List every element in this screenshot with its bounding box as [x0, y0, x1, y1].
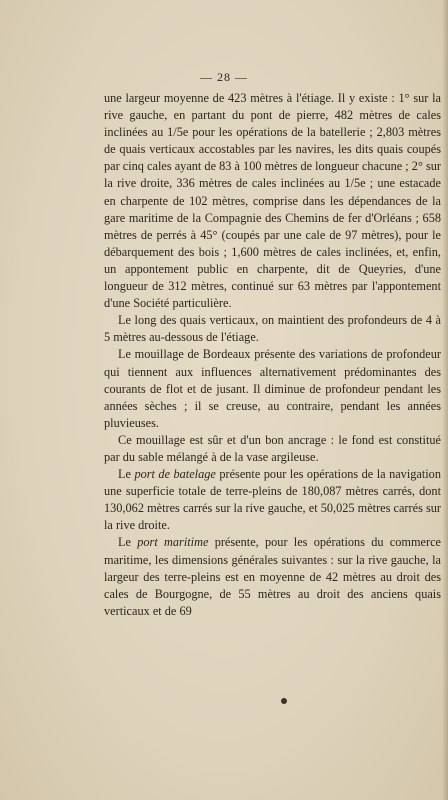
ink-dot: [281, 698, 287, 704]
paragraph-3: Le mouillage de Bordeaux présente des variations de profondeur qui tiennent aux influences alternativement prédominantes des courants de flot et de jusant. Il diminue de profondeur pendant les années sèches ; il se creuse, au contraire, pendant les années pluvieuses.: [104, 347, 441, 430]
paragraph-6: [104, 534, 441, 619]
paragraph-6-term: port maritime: [137, 535, 209, 550]
paragraph-6-lead: Le: [118, 535, 138, 550]
body-text: [104, 90, 441, 620]
paragraph-1: une largeur moyenne de 423 mètres à l'étiage. Il y existe : 1° sur la rive gauche, en partant du pont de pierre, 482 mètres de cales inclinées au 1/5e pour les opérations de la batellerie ; 2,803 mètres de quais verticaux accostables par les navires, les dits quais coupés par cinq cales ayant de 83 à 100 mètres de longueur chacune ; 2° sur la rive droite, 336 mètres de cales inclinées au 1/5e ; une estacade en charpente de 102 mètres, comprise dans les dépendances de la gare maritime de la Compagnie des Chemins de fer d'Orléans ; 658 mètres de perrés à 45° (coupés par une cale de 97 mètres), pour le débarquement des bois ; 1,600 mètres de cales inclinées, et, enfin, un appontement public en charpente, dit de Queyries, d'une longueur de 312 mètres, continué sur 63 mètres par l'appontement d'une Société particulière.: [104, 91, 441, 311]
paragraph-6-text: présente, pour les opérations du commerce maritime, les dimensions générales suivantes : sur la rive gauche, la largeur des terre-pleins est en moyenne de 42 mètres au droit des cales de Bourgogne, de 55 mètres au droit des anciens quais verticaux et de 69: [104, 535, 441, 618]
paragraph-5: [104, 466, 441, 534]
page-number: — 28 —: [200, 70, 248, 84]
paragraph-5-term: port de batelage: [134, 467, 216, 482]
paragraph-4: Ce mouillage est sûr et d'un bon ancrage : le fond est constitué par du sable mélangé à de la vase argileuse.: [104, 432, 441, 464]
page-edge-shadow: [442, 0, 448, 800]
paragraph-5-lead: Le: [118, 467, 135, 482]
paragraph-5-text: présente pour les opérations de la navigation une superficie totale de terre-pleins de 180,087 mètres carrés, dont 130,062 mètres carrés sur la rive gauche, et 50,025 mètres carrés sur la rive droite.: [104, 467, 441, 533]
paragraph-2: Le long des quais verticaux, on maintient des profondeurs de 4 à 5 mètres au-dessous de l'étiage.: [104, 313, 441, 345]
